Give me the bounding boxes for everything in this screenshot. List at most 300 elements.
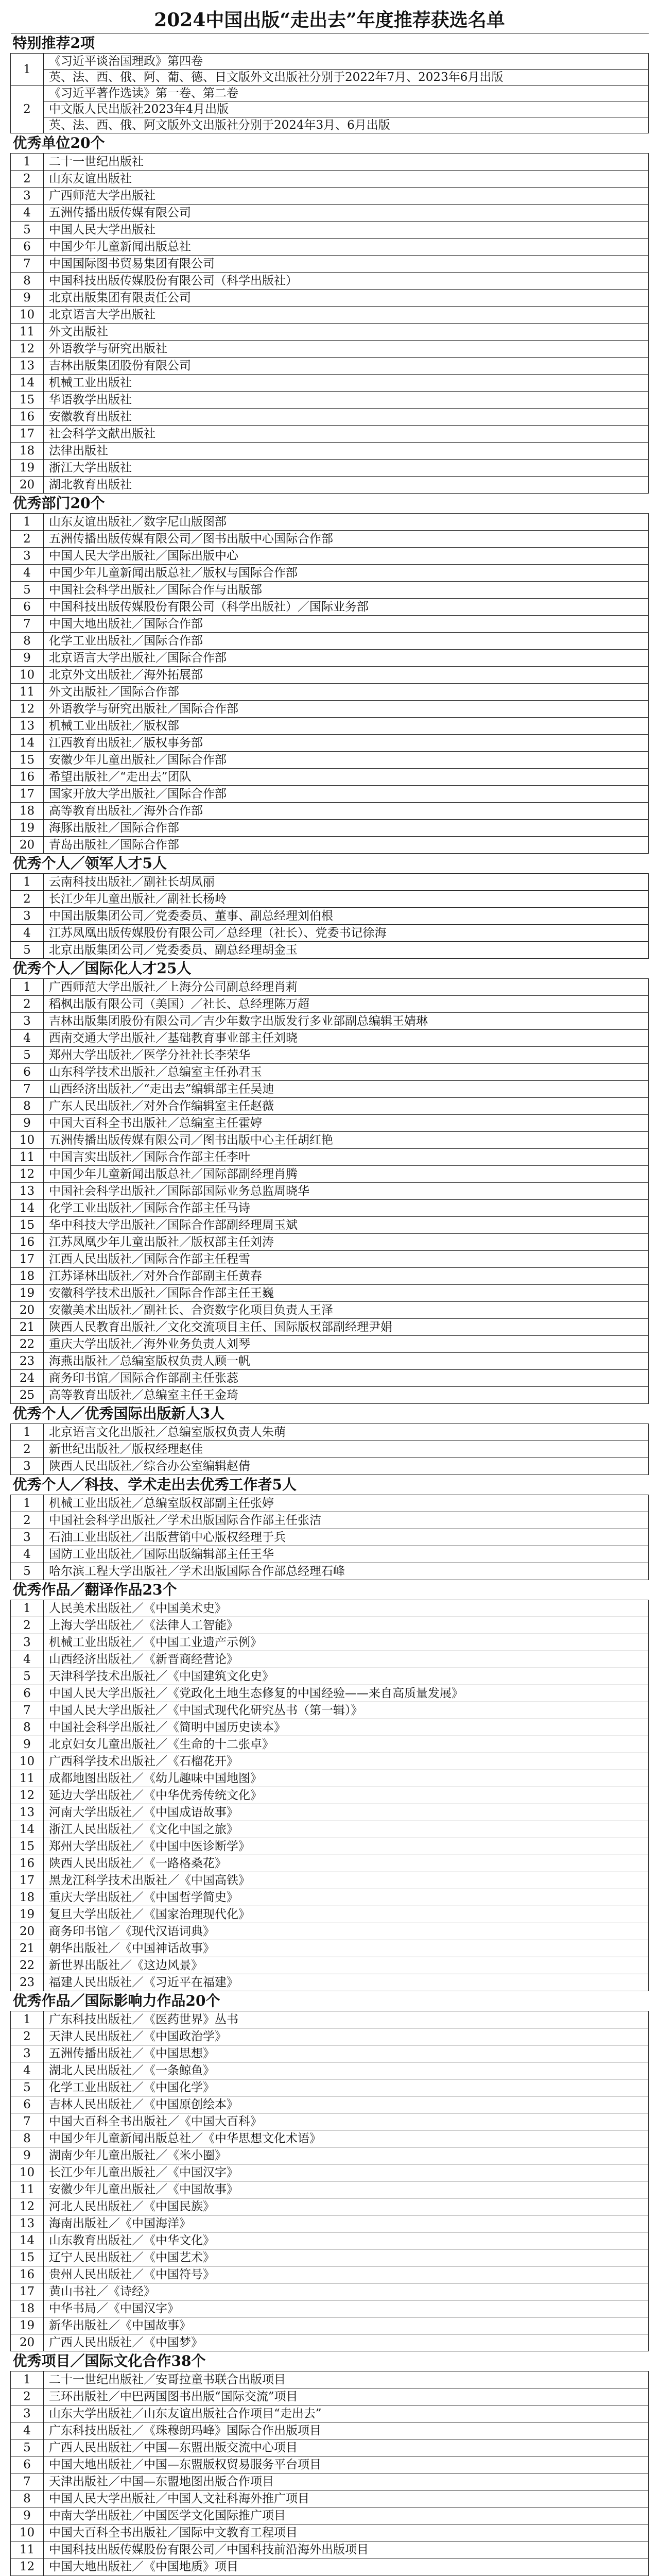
section-heading-row — [11, 494, 649, 514]
entry-text: 石油工业出版社／出版营销中心版权经理于兵 — [44, 1529, 649, 1546]
table-row — [11, 86, 649, 101]
entry-text: 郑州大学出版社／《中国中医诊断学》 — [44, 1838, 649, 1855]
table-row — [11, 2079, 649, 2096]
table-row — [11, 1974, 649, 1991]
row-number: 16 — [11, 1234, 44, 1251]
table-row — [11, 2422, 649, 2439]
row-number: 6 — [11, 1685, 44, 1702]
row-number: 2 — [11, 86, 44, 133]
row-number: 14 — [11, 735, 44, 752]
row-number: 12 — [11, 1166, 44, 1183]
row-number: 1 — [11, 154, 44, 171]
entry-text: 天津科学技术出版社／《中国建筑文化史》 — [44, 1668, 649, 1685]
entry-text: 中国社会科学出版社／国际合作与出版部 — [44, 582, 649, 599]
row-number: 8 — [11, 2490, 44, 2507]
entry-text: 黄山书社／《诗经》 — [44, 2283, 649, 2300]
entry-text: 外文出版社 — [44, 324, 649, 341]
row-number: 10 — [11, 2524, 44, 2541]
row-number: 11 — [11, 1770, 44, 1787]
row-number: 2 — [11, 1441, 44, 1458]
entry-text: 商务印书馆／《现代汉语词典》 — [44, 1923, 649, 1940]
table-row — [11, 188, 649, 205]
row-number: 5 — [11, 942, 44, 959]
table-row — [11, 2181, 649, 2198]
row-number: 13 — [11, 2215, 44, 2232]
entry-text: 广西师范大学出版社 — [44, 188, 649, 205]
table-row — [11, 2524, 649, 2541]
row-number: 1 — [11, 1495, 44, 1512]
section-heading: 优秀个人／国际化人才25人 — [11, 959, 649, 979]
row-number: 4 — [11, 1651, 44, 1668]
entry-text: 中文版人民出版社2023年4月出版 — [44, 101, 649, 117]
row-number: 19 — [11, 1285, 44, 1302]
table-row — [11, 837, 649, 854]
table-row — [11, 891, 649, 908]
entry-text: 五洲传播出版社／《中国思想》 — [44, 2045, 649, 2062]
row-number: 16 — [11, 769, 44, 786]
table-row — [11, 1719, 649, 1736]
entry-text: 人民美术出版社／《中国美术史》 — [44, 1600, 649, 1617]
row-number: 3 — [11, 1634, 44, 1651]
row-number: 21 — [11, 1319, 44, 1336]
table-row — [11, 616, 649, 633]
table-row — [11, 1200, 649, 1217]
row-number: 15 — [11, 392, 44, 409]
entry-text: 机械工业出版社／《中国工业遗产示例》 — [44, 1634, 649, 1651]
entry-text: 吉林出版集团股份有限公司／吉少年数字出版发行多业部副总编辑王婧琳 — [44, 1013, 649, 1030]
entry-text: 中国国际图书贸易集团有限公司 — [44, 256, 649, 273]
table-row — [11, 70, 649, 86]
row-number: 7 — [11, 2113, 44, 2130]
entry-text: 中国少年儿童新闻出版总社／版权与国际合作部 — [44, 565, 649, 582]
row-number: 5 — [11, 1047, 44, 1064]
row-number: 1 — [11, 1424, 44, 1441]
table-row — [11, 1512, 649, 1529]
table-row — [11, 1838, 649, 1855]
table-row — [11, 2558, 649, 2575]
table-row — [11, 2147, 649, 2164]
entry-text: 吉林人民出版社／《中国原创绘本》 — [44, 2096, 649, 2113]
row-number: 24 — [11, 1370, 44, 1387]
entry-text: 中南大学出版社／中国医学文化国际推广项目 — [44, 2507, 649, 2524]
table-row — [11, 1285, 649, 1302]
row-number: 5 — [11, 2439, 44, 2456]
entry-text: 北京出版集团有限责任公司 — [44, 290, 649, 307]
table-row — [11, 2164, 649, 2181]
row-number: 3 — [11, 2405, 44, 2422]
entry-text: 重庆大学出版社／《中国哲学简史》 — [44, 1889, 649, 1906]
section-heading-row — [11, 133, 649, 154]
row-number: 7 — [11, 1702, 44, 1719]
entry-text: 化学工业出版社／《中国化学》 — [44, 2079, 649, 2096]
table-row — [11, 409, 649, 426]
entry-text: 天津出版社／中国—东盟地图出版合作项目 — [44, 2473, 649, 2490]
table-row — [11, 874, 649, 891]
row-number: 23 — [11, 1353, 44, 1370]
table-row — [11, 2249, 649, 2266]
entry-text: 新世界出版社／《这边风景》 — [44, 1957, 649, 1974]
row-number: 4 — [11, 1030, 44, 1047]
entry-text: 江西教育出版社／版权事务部 — [44, 735, 649, 752]
entry-text: 中国人民大学出版社／《中国式现代化研究丛书（第一辑）》 — [44, 1702, 649, 1719]
table-row — [11, 2198, 649, 2215]
row-number: 3 — [11, 2045, 44, 2062]
entry-text: 重庆大学出版社／海外业务负责人刘琴 — [44, 1336, 649, 1353]
row-number: 3 — [11, 1529, 44, 1546]
row-number: 14 — [11, 1821, 44, 1838]
row-number: 11 — [11, 1149, 44, 1166]
table-row — [11, 1441, 649, 1458]
row-number: 13 — [11, 1804, 44, 1821]
table-row — [11, 222, 649, 239]
entry-text: 海豚出版社／国际合作部 — [44, 820, 649, 837]
table-row — [11, 820, 649, 837]
row-number: 15 — [11, 1838, 44, 1855]
row-number: 17 — [11, 1251, 44, 1268]
table-row — [11, 769, 649, 786]
entry-text: 黑龙江科学技术出版社／《中国高铁》 — [44, 1872, 649, 1889]
entry-text: 福建人民出版社／《习近平在福建》 — [44, 1974, 649, 1991]
row-number: 1 — [11, 1600, 44, 1617]
table-row — [11, 2062, 649, 2079]
entry-text: 云南科技出版社／副社长胡凤丽 — [44, 874, 649, 891]
row-number: 2 — [11, 2388, 44, 2405]
row-number: 14 — [11, 2232, 44, 2249]
table-row — [11, 239, 649, 256]
entry-text: 陕西人民出版社／《一路格桑花》 — [44, 1855, 649, 1872]
entry-text: 安徽教育出版社 — [44, 409, 649, 426]
table-row — [11, 925, 649, 942]
section-heading: 优秀作品／国际影响力作品20个 — [11, 1991, 649, 2011]
table-row — [11, 341, 649, 358]
row-number: 20 — [11, 1923, 44, 1940]
entry-text: 河南大学出版社／《中国成语故事》 — [44, 1804, 649, 1821]
section-heading-row — [11, 1580, 649, 1600]
entry-text: 中国大百科全书出版社／《中国大百科》 — [44, 2113, 649, 2130]
row-number: 12 — [11, 2198, 44, 2215]
table-row — [11, 1940, 649, 1957]
table-row — [11, 205, 649, 222]
section-heading-row — [11, 1475, 649, 1495]
row-number: 8 — [11, 2130, 44, 2147]
entry-text: 哈尔滨工程大学出版社／学术出版国际合作部总经理石峰 — [44, 1563, 649, 1580]
table-row — [11, 2507, 649, 2524]
table-row — [11, 1855, 649, 1872]
table-row — [11, 2028, 649, 2045]
table-row — [11, 1702, 649, 1719]
entry-text: 安徽美术出版社／副社长、合资数字化项目负责人王泽 — [44, 1302, 649, 1319]
row-number: 5 — [11, 2079, 44, 2096]
entry-text: 广西师范大学出版社／上海分公司副总经理肖莉 — [44, 979, 649, 996]
section-heading-row — [11, 1404, 649, 1424]
table-row — [11, 803, 649, 820]
row-number: 20 — [11, 2334, 44, 2351]
table-row — [11, 1081, 649, 1098]
entry-text: 长江少年儿童出版社／《中国汉字》 — [44, 2164, 649, 2181]
entry-text: 外语教学与研究出版社／国际合作部 — [44, 701, 649, 718]
entry-text: 辽宁人民出版社／《中国艺术》 — [44, 2249, 649, 2266]
table-row — [11, 1166, 649, 1183]
section-heading-row — [11, 854, 649, 874]
row-number: 7 — [11, 1081, 44, 1098]
entry-text: 西南交通大学出版社／基础教育事业部主任刘晓 — [44, 1030, 649, 1047]
table-row — [11, 1149, 649, 1166]
row-number: 1 — [11, 54, 44, 86]
table-row — [11, 307, 649, 324]
table-row — [11, 1634, 649, 1651]
entry-text: 中国大地出版社／国际合作部 — [44, 616, 649, 633]
row-number: 5 — [11, 222, 44, 239]
table-row — [11, 1753, 649, 1770]
table-row — [11, 1336, 649, 1353]
table-row — [11, 1458, 649, 1475]
row-number: 9 — [11, 2147, 44, 2164]
table-row — [11, 1098, 649, 1115]
entry-text: 北京语言大学出版社／国际合作部 — [44, 650, 649, 667]
entry-text: 中国人民大学出版社 — [44, 222, 649, 239]
entry-text: 海南出版社／《中国海洋》 — [44, 2215, 649, 2232]
table-row — [11, 1234, 649, 1251]
table-row — [11, 358, 649, 375]
table-row — [11, 54, 649, 70]
entry-text: 上海大学出版社／《法律人工智能》 — [44, 1617, 649, 1634]
table-row — [11, 392, 649, 409]
row-number: 15 — [11, 2249, 44, 2266]
entry-text: 中华书局／《中国汉字》 — [44, 2300, 649, 2317]
entry-text: 中国少年儿童新闻出版总社／国际部副经理肖腾 — [44, 1166, 649, 1183]
entry-text: 社会科学文献出版社 — [44, 426, 649, 443]
entry-text: 陕西人民教育出版社／文化交流项目主任、国际版权部副经理尹娟 — [44, 1319, 649, 1336]
table-row — [11, 1651, 649, 1668]
entry-text: 广东科技出版社／《珠穆朗玛峰》国际合作出版项目 — [44, 2422, 649, 2439]
entry-text: 英、法、西、俄、阿、葡、德、日文版外文出版社分别于2022年7月、2023年6月出版 — [44, 70, 649, 86]
entry-text: 成都地图出版社／《幼儿趣味中国地图》 — [44, 1770, 649, 1787]
entry-text: 华语教学出版社 — [44, 392, 649, 409]
section-heading: 优秀作品／翻译作品23个 — [11, 1580, 649, 1600]
row-number: 16 — [11, 1855, 44, 1872]
row-number: 3 — [11, 188, 44, 205]
row-number: 1 — [11, 2371, 44, 2388]
entry-text: 山西经济出版社／《新晋商经营论》 — [44, 1651, 649, 1668]
table-row — [11, 1132, 649, 1149]
table-row — [11, 1736, 649, 1753]
row-number: 10 — [11, 667, 44, 684]
row-number: 18 — [11, 1889, 44, 1906]
entry-text: 中国人民大学出版社／中国人文社科海外推广项目 — [44, 2490, 649, 2507]
row-number: 7 — [11, 2473, 44, 2490]
entry-text: 中国少年儿童新闻出版总社 — [44, 239, 649, 256]
entry-text: 广东人民出版社／对外合作编辑室主任赵薇 — [44, 1098, 649, 1115]
row-number: 15 — [11, 752, 44, 769]
row-number: 20 — [11, 837, 44, 854]
entry-text: 贵州人民出版社／《中国符号》 — [44, 2266, 649, 2283]
entry-text: 中国社会科学出版社／《简明中国历史读本》 — [44, 1719, 649, 1736]
entry-text: 中国社会科学出版社／国际部国际业务总监周晓华 — [44, 1183, 649, 1200]
row-number: 13 — [11, 1183, 44, 1200]
entry-text: 五洲传播出版传媒有限公司／图书出版中心国际合作部 — [44, 531, 649, 548]
table-row — [11, 2283, 649, 2300]
entry-text: 中国出版集团公司／党委委员、董事、副总经理刘伯根 — [44, 908, 649, 925]
entry-text: 海燕出版社／总编室版权负责人顾一帆 — [44, 1353, 649, 1370]
row-number: 17 — [11, 2283, 44, 2300]
row-number: 22 — [11, 1957, 44, 1974]
row-number: 3 — [11, 1458, 44, 1475]
table-row — [11, 650, 649, 667]
row-number: 14 — [11, 375, 44, 392]
row-number: 18 — [11, 803, 44, 820]
table-row — [11, 2490, 649, 2507]
row-number: 11 — [11, 324, 44, 341]
table-row — [11, 2130, 649, 2147]
table-row — [11, 1030, 649, 1047]
table-row — [11, 718, 649, 735]
table-row — [11, 426, 649, 443]
table-row — [11, 514, 649, 531]
entry-text: 江苏译林出版社／对外合作部副主任黄春 — [44, 1268, 649, 1285]
row-number: 4 — [11, 1546, 44, 1563]
row-number: 9 — [11, 1115, 44, 1132]
entry-text: 新世纪出版社／版权经理赵佳 — [44, 1441, 649, 1458]
table-row — [11, 565, 649, 582]
section-heading-row — [11, 1991, 649, 2011]
table-row — [11, 1268, 649, 1285]
row-number: 5 — [11, 582, 44, 599]
entry-text: 机械工业出版社／总编室版权部副主任张婷 — [44, 1495, 649, 1512]
table-row — [11, 786, 649, 803]
row-number: 11 — [11, 2541, 44, 2558]
entry-text: 浙江人民出版社／《文化中国之旅》 — [44, 1821, 649, 1838]
entry-text: 中国科技出版传媒股份有限公司（科学出版社）／国际业务部 — [44, 599, 649, 616]
table-row — [11, 2388, 649, 2405]
table-row — [11, 2096, 649, 2113]
row-number: 16 — [11, 409, 44, 426]
entry-text: 青岛出版社／国际合作部 — [44, 837, 649, 854]
entry-text: 五洲传播出版传媒有限公司 — [44, 205, 649, 222]
entry-text: 国防工业出版社／国际出版编辑部主任王华 — [44, 1546, 649, 1563]
table-row — [11, 1804, 649, 1821]
entry-text: 河北人民出版社／《中国民族》 — [44, 2198, 649, 2215]
entry-text: 湖北教育出版社 — [44, 477, 649, 494]
table-row — [11, 2456, 649, 2473]
entry-text: 三环出版社／中巴两国图书出版“国际交流”项目 — [44, 2388, 649, 2405]
row-number: 19 — [11, 2317, 44, 2334]
row-number: 18 — [11, 1268, 44, 1285]
row-number: 2 — [11, 531, 44, 548]
entry-text: 华中科技大学出版社／国际合作部副经理周玉斌 — [44, 1217, 649, 1234]
row-number: 8 — [11, 1098, 44, 1115]
entry-text: 高等教育出版社／海外合作部 — [44, 803, 649, 820]
row-number: 7 — [11, 256, 44, 273]
row-number: 6 — [11, 1064, 44, 1081]
table-row — [11, 443, 649, 460]
entry-text: 中国社会科学出版社／学术出版国际合作部主任张洁 — [44, 1512, 649, 1529]
table-row — [11, 1353, 649, 1370]
table-row — [11, 752, 649, 769]
entry-text: 机械工业出版社／版权部 — [44, 718, 649, 735]
table-row — [11, 942, 649, 959]
table-row — [11, 1370, 649, 1387]
table-row — [11, 1251, 649, 1268]
table-row — [11, 290, 649, 307]
row-number: 15 — [11, 1217, 44, 1234]
row-number: 8 — [11, 273, 44, 290]
table-row — [11, 582, 649, 599]
table-row — [11, 633, 649, 650]
table-row — [11, 2317, 649, 2334]
table-row — [11, 1600, 649, 1617]
entry-text: 吉林出版集团股份有限公司 — [44, 358, 649, 375]
row-number: 2 — [11, 2028, 44, 2045]
table-row — [11, 477, 649, 494]
table-row — [11, 735, 649, 752]
row-number: 6 — [11, 599, 44, 616]
table-row — [11, 1319, 649, 1336]
table-row — [11, 701, 649, 718]
table-row — [11, 1013, 649, 1030]
table-row — [11, 2232, 649, 2249]
entry-text: 广西人民出版社／《中国梦》 — [44, 2334, 649, 2351]
table-row — [11, 1787, 649, 1804]
table-row — [11, 1957, 649, 1974]
entry-text: 新华出版社／《中国故事》 — [44, 2317, 649, 2334]
table-row — [11, 908, 649, 925]
row-number: 6 — [11, 2096, 44, 2113]
table-row — [11, 979, 649, 996]
table-row — [11, 171, 649, 188]
entry-text: 浙江大学出版社 — [44, 460, 649, 477]
entry-text: 山东教育出版社／《中华文化》 — [44, 2232, 649, 2249]
table-row — [11, 1183, 649, 1200]
entry-text: 五洲传播出版传媒有限公司／图书出版中心主任胡红艳 — [44, 1132, 649, 1149]
entry-text: 安徽少年儿童出版社／《中国故事》 — [44, 2181, 649, 2198]
row-number: 4 — [11, 565, 44, 582]
row-number: 3 — [11, 548, 44, 565]
entry-text: 山东大学出版社／山东友谊出版社合作项目“走出去” — [44, 2405, 649, 2422]
table-row — [11, 599, 649, 616]
table-row — [11, 324, 649, 341]
entry-text: 中国大地出版社／中国—东盟版权贸易服务平台项目 — [44, 2456, 649, 2473]
entry-text: 英、法、西、俄、阿文版外文出版社分别于2024年3月、6月出版 — [44, 117, 649, 133]
entry-text: 山东科学技术出版社／总编室主任孙君玉 — [44, 1064, 649, 1081]
entry-text: 中国科技出版传媒股份有限公司／中国科技前沿海外出版项目 — [44, 2541, 649, 2558]
entry-text: 安徽少年儿童出版社／国际合作部 — [44, 752, 649, 769]
table-row — [11, 1495, 649, 1512]
table-row — [11, 1770, 649, 1787]
section-heading-row — [11, 2351, 649, 2371]
row-number: 11 — [11, 684, 44, 701]
section-heading: 优秀项目／国际文化合作38个 — [11, 2351, 649, 2371]
entry-text: 复旦大学出版社／《国家治理现代化》 — [44, 1906, 649, 1923]
entry-text: 江苏凤凰出版传媒股份有限公司／总经理（社长）、党委书记徐海 — [44, 925, 649, 942]
table-row — [11, 1546, 649, 1563]
entry-text: 江西人民出版社／国际合作部主任程雪 — [44, 1251, 649, 1268]
row-number: 17 — [11, 1872, 44, 1889]
entry-text: 《习近平著作选读》第一卷、第二卷 — [44, 86, 649, 101]
entry-text: 中国人民大学出版社／《党政化土地生态修复的中国经验——来自高质量发展》 — [44, 1685, 649, 1702]
row-number: 8 — [11, 1719, 44, 1736]
row-number: 2 — [11, 996, 44, 1013]
row-number: 2 — [11, 1512, 44, 1529]
table-row — [11, 2300, 649, 2317]
table-row — [11, 1387, 649, 1404]
row-number: 4 — [11, 2422, 44, 2439]
row-number: 1 — [11, 979, 44, 996]
row-number: 1 — [11, 2011, 44, 2028]
row-number: 2 — [11, 171, 44, 188]
entry-text: 中国人民大学出版社／国际出版中心 — [44, 548, 649, 565]
entry-text: 湖南少年儿童出版社／《米小圈》 — [44, 2147, 649, 2164]
award-list-body — [11, 33, 649, 2576]
